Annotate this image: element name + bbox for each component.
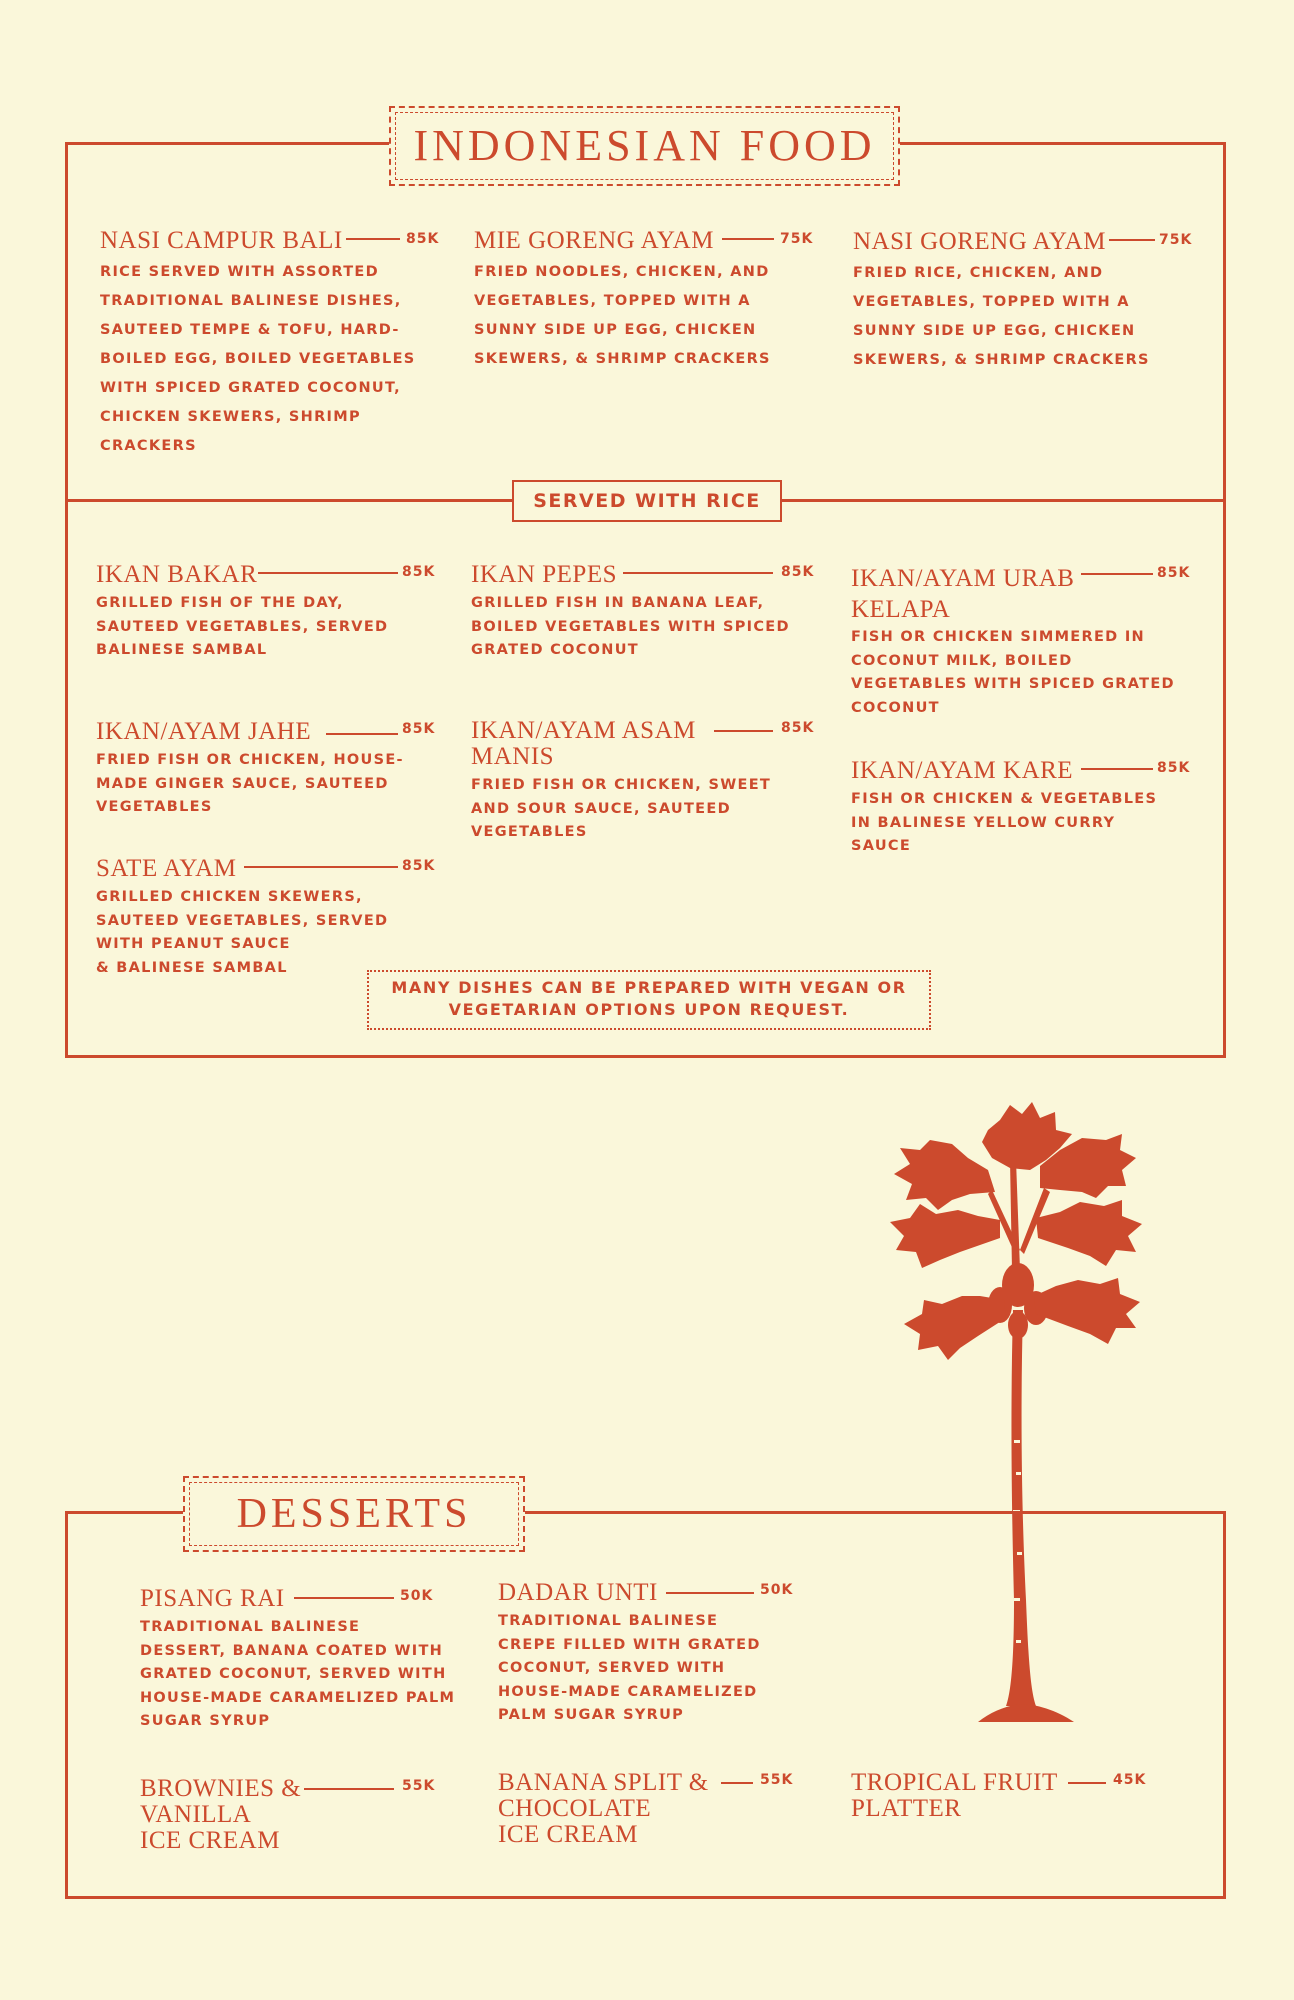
item-description: FRIED NOODLES, CHICKEN, AND VEGETABLES, TOPPED WITH A SUNNY SIDE UP EGG, CHICKEN SKEWERS, & SHRIMP CRACKERS — [474, 264, 771, 367]
item-header — [498, 1580, 838, 1606]
item-name: TROPICAL FRUIT PLATTER — [851, 1769, 1058, 1822]
menu-item-mie-goreng-ayam — [474, 228, 814, 374]
item-name: NASI GORENG AYAM — [853, 228, 1106, 255]
item-description: TRADITIONAL BALINESE DESSERT, BANANA COATED WITH GRATED COCONUT, SERVED WITH HOUSE-MADE CARAMELIZED PALM SUGAR SYRUP — [140, 1619, 456, 1729]
item-price: 85K — [402, 564, 436, 580]
menu-item-ikan-ayam-kare — [851, 758, 1191, 859]
price-leader-line — [304, 1788, 394, 1790]
item-price: 85K — [402, 721, 436, 737]
price-leader-line — [721, 1782, 753, 1784]
item-name: BANANA SPLIT & CHOCOLATE ICE CREAM — [498, 1769, 709, 1848]
price-leader-line — [294, 1597, 394, 1599]
menu-item-sate-ayam — [96, 856, 436, 980]
menu-item-ikan-ayam-urab-kelapa — [851, 563, 1191, 720]
item-header — [471, 717, 815, 770]
served-with-rice-badge — [512, 480, 782, 522]
item-name: IKAN/AYAM URAB KELAPA — [851, 565, 1075, 623]
item-header — [140, 1586, 480, 1612]
desserts-section-title-text: DESSERTS — [236, 1491, 472, 1537]
item-price: 45K — [1113, 1772, 1147, 1788]
item-name: IKAN/AYAM KARE — [851, 757, 1074, 784]
price-leader-line — [666, 1592, 754, 1594]
item-name: IKAN/AYAM JAHE — [96, 718, 312, 745]
price-leader-line — [1109, 239, 1155, 241]
item-price: 50K — [760, 1582, 794, 1598]
item-price: 85K — [781, 564, 815, 580]
item-price: 75K — [780, 231, 814, 247]
item-description: FRIED RICE, CHICKEN, AND VEGETABLES, TOPPED WITH A SUNNY SIDE UP EGG, CHICKEN SKEWERS, & SHRIMP CRACKERS — [853, 265, 1150, 368]
item-name: IKAN PEPES — [471, 561, 617, 588]
main-section-title — [389, 106, 900, 186]
item-name: DADAR UNTI — [498, 1579, 658, 1606]
menu-item-ikan-pepes — [471, 561, 815, 663]
price-leader-line — [1068, 1782, 1106, 1784]
item-price: 85K — [1157, 760, 1191, 776]
item-price: 55K — [760, 1772, 794, 1788]
dessert-item-pisang-rai — [140, 1586, 480, 1734]
price-leader-line — [258, 572, 398, 574]
item-header — [498, 1770, 838, 1848]
item-header — [474, 228, 814, 254]
main-section-title-text: INDONESIAN FOOD — [413, 121, 876, 170]
item-header — [851, 758, 1191, 784]
menu-item-nasi-campur-bali — [100, 228, 440, 461]
item-header — [96, 562, 436, 588]
item-header — [96, 856, 436, 882]
item-header — [471, 561, 815, 588]
item-name: MIE GORENG AYAM — [474, 227, 714, 254]
price-leader-line — [714, 730, 773, 732]
price-leader-line — [326, 733, 398, 735]
dessert-item-brownies — [140, 1776, 480, 1854]
item-price: 85K — [402, 858, 436, 874]
item-header — [853, 229, 1193, 255]
menu-item-ikan-ayam-jahe — [96, 719, 436, 820]
note-line: MANY DISHES CAN BE PREPARED WITH VEGAN OR — [391, 978, 907, 997]
price-leader-line — [1081, 573, 1153, 575]
item-header — [96, 719, 436, 745]
menu-item-ikan-bakar — [96, 562, 436, 663]
price-leader-line — [346, 238, 400, 240]
item-header — [140, 1776, 480, 1854]
price-leader-line — [623, 572, 773, 574]
item-price: 55K — [402, 1778, 436, 1794]
item-header — [851, 1770, 1191, 1822]
price-leader-line — [1081, 768, 1153, 770]
vegan-options-note — [367, 970, 931, 1030]
item-name: IKAN BAKAR — [96, 561, 258, 588]
item-name: SATE AYAM — [96, 855, 237, 882]
item-description: FRIED FISH OR CHICKEN, SWEET AND SOUR SAUCE, SAUTEED VEGETABLES — [471, 777, 772, 840]
item-description: GRILLED FISH IN BANANA LEAF, BOILED VEGETABLES WITH SPICED GRATED COCONUT — [471, 595, 790, 658]
item-description: FISH OR CHICKEN SIMMERED IN COCONUT MILK, BOILED VEGETABLES WITH SPICED GRATED COCONUT — [851, 629, 1175, 716]
item-price: 75K — [1159, 232, 1193, 248]
served-with-rice-text: SERVED WITH RICE — [533, 490, 761, 512]
item-name: IKAN/AYAM ASAM MANIS — [471, 717, 696, 770]
price-leader-line — [244, 866, 398, 868]
item-price: 85K — [781, 720, 815, 736]
item-description: FISH OR CHICKEN & VEGETABLES IN BALINESE YELLOW CURRY SAUCE — [851, 791, 1158, 854]
price-leader-line — [722, 238, 774, 240]
dessert-item-tropical-fruit-platter — [851, 1770, 1191, 1822]
dessert-item-banana-split — [498, 1770, 838, 1848]
item-description: GRILLED CHICKEN SKEWERS, SAUTEED VEGETABLES, SERVED WITH PEANUT SAUCE & BALINESE SAMBAL — [96, 889, 389, 976]
item-header — [100, 228, 440, 254]
item-price: 85K — [1157, 565, 1191, 581]
menu-item-ikan-ayam-asam-manis — [471, 717, 815, 845]
item-name: NASI CAMPUR BALI — [100, 227, 343, 254]
note-line: VEGETARIAN OPTIONS UPON REQUEST. — [448, 1000, 850, 1019]
item-description: FRIED FISH OR CHICKEN, HOUSE- MADE GINGER SAUCE, SAUTEED VEGETABLES — [96, 752, 404, 815]
item-name: BROWNIES & VANILLA ICE CREAM — [140, 1775, 302, 1854]
item-price: 50K — [400, 1588, 434, 1604]
desserts-section-title — [183, 1476, 525, 1552]
menu-item-nasi-goreng-ayam — [853, 229, 1193, 375]
item-price: 85K — [406, 231, 440, 247]
item-description: TRADITIONAL BALINESE CREPE FILLED WITH GRATED COCONUT, SERVED WITH HOUSE-MADE CARAMELIZED PALM SUGAR SYRUP — [498, 1613, 761, 1723]
item-header — [851, 563, 1191, 625]
item-description: RICE SERVED WITH ASSORTED TRADITIONAL BALINESE DISHES, SAUTEED TEMPE & TOFU, HARD- BOILED EGG, BOILED VEGETABLES WITH SPICED GRATED COCONUT, CHICKEN SKEWERS, SHRIMP CRACKERS — [100, 264, 416, 454]
dessert-item-dadar-unti — [498, 1580, 838, 1728]
item-description: GRILLED FISH OF THE DAY, SAUTEED VEGETABLES, SERVED BALINESE SAMBAL — [96, 595, 389, 658]
item-name: PISANG RAI — [140, 1585, 285, 1612]
